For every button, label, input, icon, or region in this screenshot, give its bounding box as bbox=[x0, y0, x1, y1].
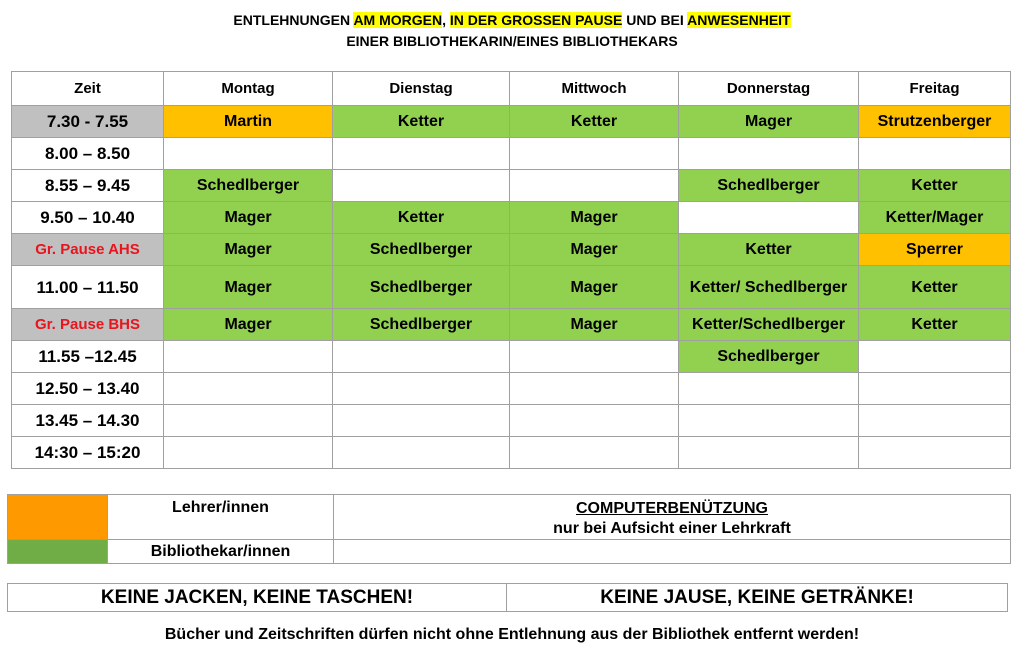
schedule-cell bbox=[859, 373, 1011, 405]
table-row bbox=[12, 405, 1011, 437]
schedule-cell: Strutzenberger bbox=[859, 106, 1011, 138]
schedule-cell: Ketter bbox=[859, 170, 1011, 202]
schedule-cell: Schedlberger bbox=[679, 341, 859, 373]
time-cell: Gr. Pause AHS bbox=[12, 234, 164, 266]
schedule-cell bbox=[859, 138, 1011, 170]
rules-table bbox=[7, 583, 1008, 612]
schedule-cell bbox=[333, 437, 510, 469]
schedule-cell: Schedlberger bbox=[333, 234, 510, 266]
schedule-cell bbox=[510, 138, 679, 170]
schedule-cell bbox=[333, 341, 510, 373]
schedule-cell: Mager bbox=[679, 106, 859, 138]
schedule-cell bbox=[859, 341, 1011, 373]
time-cell: 14:30 – 15:20 bbox=[12, 437, 164, 469]
schedule-cell bbox=[679, 373, 859, 405]
time-cell: 12.50 – 13.40 bbox=[12, 373, 164, 405]
schedule-cell: Schedlberger bbox=[333, 309, 510, 341]
schedule-cell bbox=[510, 373, 679, 405]
schedule-cell bbox=[859, 437, 1011, 469]
schedule-cell: Ketter/Schedlberger bbox=[679, 309, 859, 341]
schedule-cell: Mager bbox=[164, 309, 333, 341]
table-row bbox=[12, 170, 1011, 202]
schedule-cell: Mager bbox=[510, 309, 679, 341]
computer-usage-title: COMPUTERBENÜTZUNG bbox=[576, 500, 768, 517]
table-row bbox=[12, 373, 1011, 405]
schedule-cell bbox=[164, 405, 333, 437]
schedule-cell bbox=[333, 405, 510, 437]
schedule-cell: Ketter bbox=[333, 202, 510, 234]
time-cell: 9.50 – 10.40 bbox=[12, 202, 164, 234]
footer-notice: Bücher und Zeitschriften dürfen nicht ohne Entlehnung aus der Bibliothek entfernt werden! bbox=[164, 626, 860, 643]
schedule-cell bbox=[679, 202, 859, 234]
schedule-cell: Ketter bbox=[859, 266, 1011, 309]
legend-swatch-orange bbox=[8, 495, 108, 540]
schedule-cell bbox=[333, 138, 510, 170]
schedule-cell bbox=[510, 341, 679, 373]
schedule-cell: Ketter bbox=[859, 309, 1011, 341]
column-header-day: Montag bbox=[164, 72, 333, 106]
rule-no-jackets: KEINE JACKEN, KEINE TASCHEN! bbox=[8, 584, 507, 612]
schedule-table bbox=[11, 71, 1011, 469]
schedule-cell: Mager bbox=[510, 202, 679, 234]
schedule-cell bbox=[164, 341, 333, 373]
schedule-cell: Ketter/Mager bbox=[859, 202, 1011, 234]
schedule-cell bbox=[679, 405, 859, 437]
time-cell: 11.55 –12.45 bbox=[12, 341, 164, 373]
table-row bbox=[12, 266, 1011, 309]
time-cell: 8.00 – 8.50 bbox=[12, 138, 164, 170]
schedule-cell bbox=[510, 405, 679, 437]
legend-empty-cell bbox=[334, 540, 1011, 564]
schedule-cell: Ketter bbox=[510, 106, 679, 138]
rule-no-food: KEINE JAUSE, KEINE GETRÄNKE! bbox=[507, 584, 1008, 612]
schedule-cell: Schedlberger bbox=[679, 170, 859, 202]
schedule-cell bbox=[859, 405, 1011, 437]
table-header-row bbox=[12, 72, 1011, 106]
schedule-cell: Schedlberger bbox=[164, 170, 333, 202]
schedule-cell: Schedlberger bbox=[333, 266, 510, 309]
schedule-cell: Ketter bbox=[333, 106, 510, 138]
column-header-day: Donnerstag bbox=[679, 72, 859, 106]
schedule-cell: Ketter bbox=[679, 234, 859, 266]
table-row bbox=[12, 202, 1011, 234]
column-header-day: Mittwoch bbox=[510, 72, 679, 106]
schedule-cell: Mager bbox=[510, 266, 679, 309]
legend-label-teachers: Lehrer/innen bbox=[108, 495, 334, 540]
schedule-cell: Mager bbox=[164, 202, 333, 234]
legend-label-librarians: Bibliothekar/innen bbox=[108, 540, 334, 564]
table-row bbox=[12, 234, 1011, 266]
highlight-anwesenheit: ANWESENHEIT bbox=[687, 12, 791, 28]
schedule-cell bbox=[164, 138, 333, 170]
schedule-cell bbox=[333, 170, 510, 202]
time-cell: 11.00 – 11.50 bbox=[12, 266, 164, 309]
schedule-cell: Mager bbox=[164, 266, 333, 309]
highlight-grosse-pause: IN DER GROSSEN PAUSE bbox=[449, 12, 623, 28]
computer-usage-note bbox=[334, 495, 1011, 540]
legend-table bbox=[7, 494, 1011, 564]
page-title bbox=[0, 10, 1024, 52]
table-row bbox=[12, 309, 1011, 341]
legend-swatch-green bbox=[8, 540, 108, 564]
column-header-day: Dienstag bbox=[333, 72, 510, 106]
column-header-time: Zeit bbox=[12, 72, 164, 106]
schedule-cell bbox=[679, 437, 859, 469]
schedule-cell bbox=[164, 437, 333, 469]
schedule-cell bbox=[510, 170, 679, 202]
time-cell: 8.55 – 9.45 bbox=[12, 170, 164, 202]
schedule-cell: Sperrer bbox=[859, 234, 1011, 266]
title-line-1: ENTLEHNUNGEN AM MORGEN, IN DER GROSSEN PAUSE UND BEI ANWESENHEIT bbox=[233, 12, 791, 28]
computer-usage-text: nur bei Aufsicht einer Lehrkraft bbox=[553, 520, 791, 537]
table-row bbox=[12, 138, 1011, 170]
schedule-cell: Mager bbox=[164, 234, 333, 266]
schedule-cell bbox=[679, 138, 859, 170]
column-header-day: Freitag bbox=[859, 72, 1011, 106]
schedule-cell: Ketter/ Schedlberger bbox=[679, 266, 859, 309]
time-cell: Gr. Pause BHS bbox=[12, 309, 164, 341]
highlight-am-morgen: AM MORGEN bbox=[353, 12, 443, 28]
schedule-cell bbox=[510, 437, 679, 469]
schedule-cell bbox=[333, 373, 510, 405]
schedule-cell: Mager bbox=[510, 234, 679, 266]
table-row bbox=[12, 341, 1011, 373]
table-row bbox=[12, 437, 1011, 469]
title-line-2: EINER BIBLIOTHEKARIN/EINES BIBLIOTHEKARS bbox=[346, 33, 678, 49]
time-cell: 13.45 – 14.30 bbox=[12, 405, 164, 437]
schedule-cell bbox=[164, 373, 333, 405]
time-cell: 7.30 - 7.55 bbox=[12, 106, 164, 138]
schedule-cell: Martin bbox=[164, 106, 333, 138]
table-row bbox=[12, 106, 1011, 138]
